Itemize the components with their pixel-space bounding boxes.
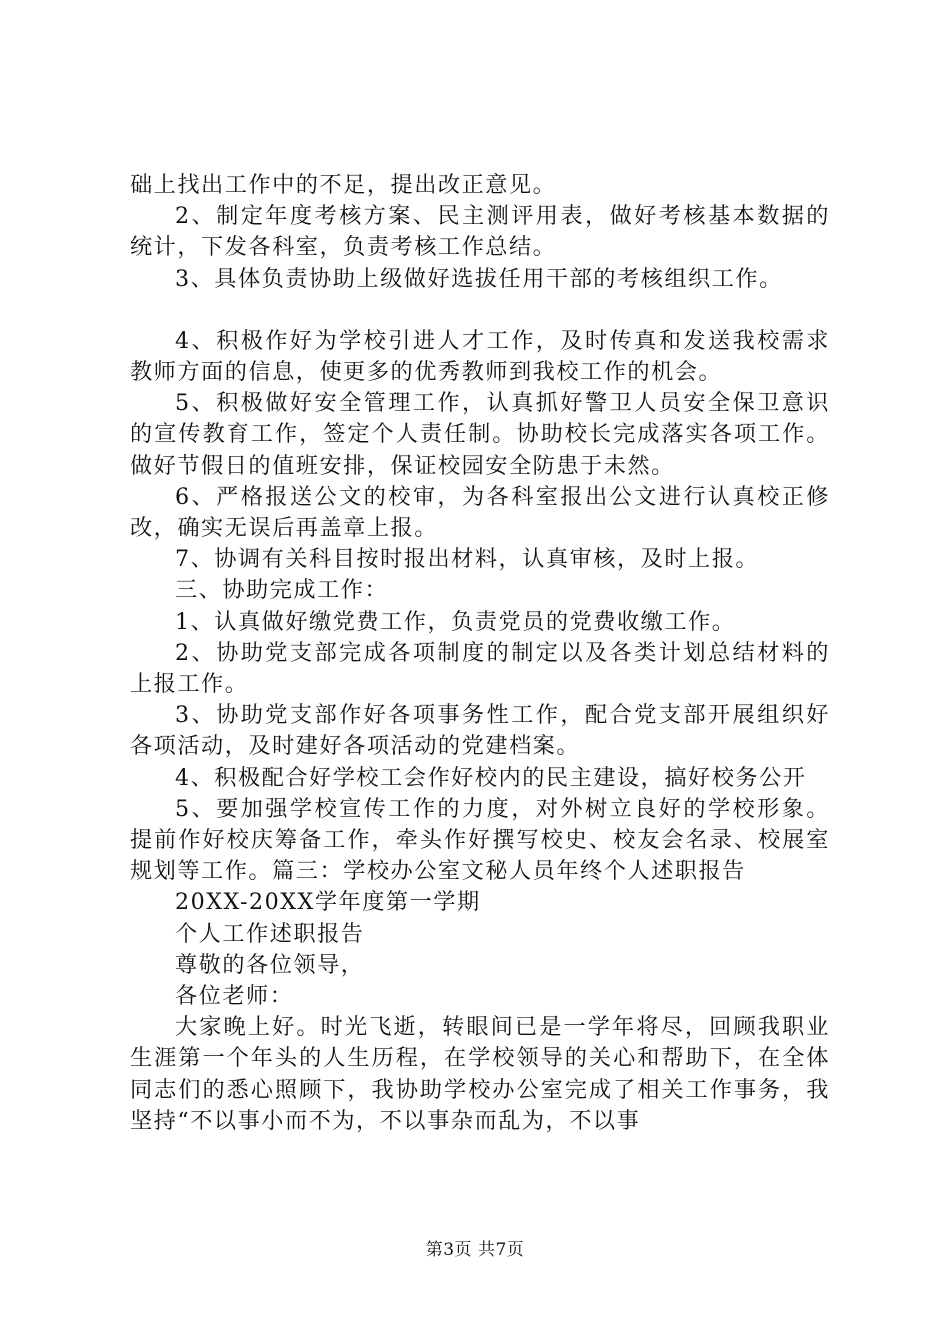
salutation-teachers: 各位老师： — [175, 983, 294, 1010]
paragraph-13: 5、要加强学校宣传工作的力度，对外树立良好的学校形象。提前作好校庆筹备工作，牵头作好撰写校史、校友会名录、校展室规划等工作。篇三：学校办公室文秘人员年终个人述职报告 — [130, 795, 830, 885]
paragraph-5: 5、积极做好安全管理工作，认真抓好警卫人员安全保卫意识的宣传教育工作，签定个人责任制。协助校长完成落实各项工作。做好节假日的值班安排，保证校园安全防患于未然。 — [130, 390, 830, 479]
salutation-leaders: 尊敬的各位领导， — [175, 951, 365, 978]
paragraph-6: 6、严格报送公文的校审，为各科室报出公文进行认真校正修改，确实无误后再盖章上报。 — [130, 483, 830, 542]
paragraph-3: 3、具体负责协助上级做好选拔任用干部的考核组织工作。 — [175, 265, 783, 292]
document-body — [130, 170, 830, 1137]
paragraph-18: 大家晚上好。时光飞逝，转眼间已是一学年将尽，回顾我职业生涯第一个年头的人生历程，在学校领导的关心和帮助下，在全体同志们的悉心照顾下，我协助学校办公室完成了相关工作事务，我坚持“不以事小而不为，不以事杂而乱为，不以事 — [130, 1014, 830, 1134]
page-number-footer: 第3页 共7页 — [425, 1240, 525, 1260]
report-term: 20XX-20XX学年度第一学期 — [175, 889, 481, 916]
paragraph-12: 4、积极配合好学校工会作好校内的民主建设，搞好校务公开 — [175, 764, 807, 791]
paragraph-11: 3、协助党支部作好各项事务性工作，配合党支部开展组织好各项活动，及时建好各项活动的党建档案。 — [130, 702, 830, 760]
paragraph-10: 2、协助党支部完成各项制度的制定以及各类计划总结材料的上报工作。 — [130, 639, 830, 698]
paragraph-9: 1、认真做好缴党费工作，负责党员的党费收缴工作。 — [175, 608, 736, 635]
paragraph-1: 础上找出工作中的不足，提出改正意见。 — [130, 172, 557, 198]
paragraph-7: 7、协调有关科目按时报出材料，认真审核，及时上报。 — [175, 546, 760, 573]
section-heading-3: 三、协助完成工作： — [175, 577, 389, 604]
paragraph-2: 2、制定年度考核方案、民主测评用表，做好考核基本数据的统计，下发各科室，负责考核工作总结。 — [130, 203, 830, 261]
paragraph-4: 4、积极作好为学校引进人才工作，及时传真和发送我校需求教师方面的信息，使更多的优秀教师到我校工作的机会。 — [130, 327, 830, 386]
report-title: 个人工作述职报告 — [175, 920, 365, 947]
